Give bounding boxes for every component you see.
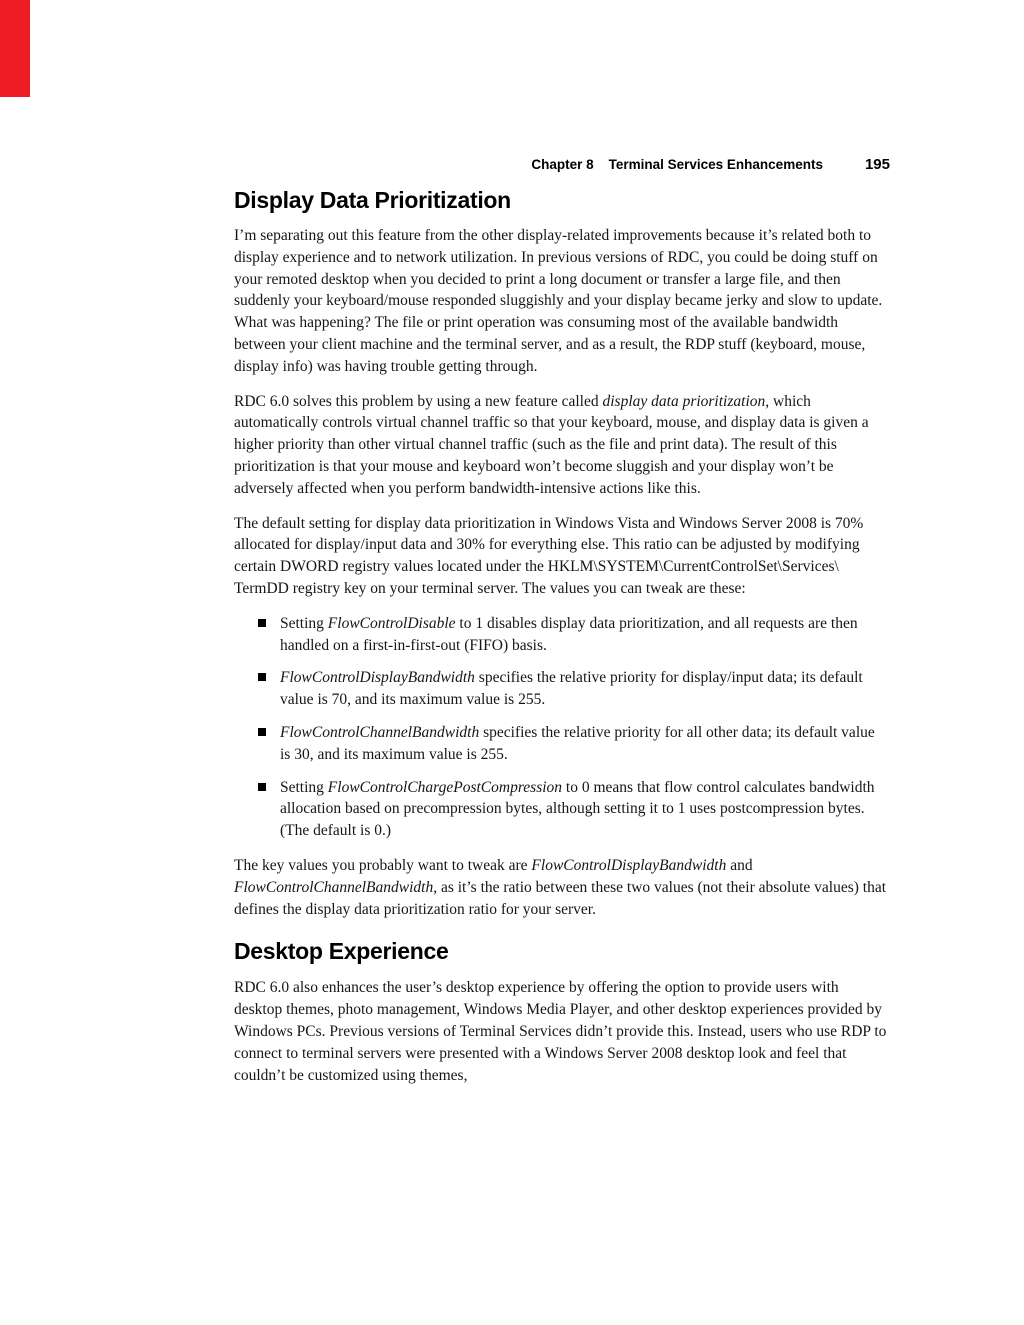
page-number: 195: [864, 156, 890, 173]
red-edge-marker: [0, 0, 30, 97]
square-bullet-icon: [258, 619, 266, 627]
square-bullet-icon: [258, 728, 266, 736]
list-item-flowcontrolchannelbandwidth: [234, 722, 888, 766]
paragraph-desktop-experience: RDC 6.0 also enhances the user’s desktop experience by offering the option to provide users with desktop themes, photo management, Windows Media Player, and other desktop experiences provided by Windows PCs. Previous versions of Terminal Services didn’t provide this. Instead, users who use RDP to connect to terminal servers were presented with a Windows Server 2008 desktop look and feel that couldn’t be customized using themes,: [234, 979, 887, 1084]
list-item-flowcontrolchargepostcompression: [234, 777, 888, 842]
paragraph-rdc-solution: RDC 6.0 solves this problem by using a new feature called display data prioritization, which automatically controls virtual channel traffic so that your keyboard, mouse, and display data is given a higher priority than other virtual channel traffic (such as the file and print data). The result of this prioritization is that your mouse and keyboard won’t become sluggish and your display won’t be adversely affected when you perform bandwidth-intensive actions like this.: [234, 392, 869, 497]
list-item-text: FlowControlChannelBandwidth specifies the relative priority for all other data; its default value is 30, and its maximum value is 255.: [280, 723, 875, 763]
running-header: [234, 156, 890, 173]
registry-values-list: [234, 613, 888, 842]
section-heading-desktop-experience: Desktop Experience: [234, 938, 449, 965]
page-content: [234, 186, 888, 1099]
square-bullet-icon: [258, 783, 266, 791]
list-item-text: Setting FlowControlChargePostCompression to 0 means that flow control calculates bandwidth allocation based on precompression bytes, although setting it to 1 uses postcompression bytes. (The default is 0.): [280, 778, 875, 840]
section-heading-display-data-prioritization: Display Data Prioritization: [234, 187, 511, 213]
paragraph-default-setting: The default setting for display data prioritization in Windows Vista and Windows Server 2008 is 70% allocated for display/input data and 30% for everything else. This ratio can be adjusted by modifying certain DWORD registry values located under the HKLM\​SYSTEM\​CurrentControlSet\​Services\​TermDD registry key on your terminal server. The values you can tweak are these:: [234, 514, 864, 597]
square-bullet-icon: [258, 673, 266, 681]
list-item-text: FlowControlDisplayBandwidth specifies the relative priority for display/input data; its default value is 70, and its maximum value is 255.: [280, 669, 863, 709]
list-item-text: Setting FlowControlDisable to 1 disables display data prioritization, and all requests are then handled on a first-in-first-out (FIFO) basis.: [280, 614, 858, 654]
chapter-title: Terminal Services Enhancements: [608, 157, 823, 172]
list-item-flowcontroldisable: [234, 613, 888, 657]
paragraph-key-values: The key values you probably want to tweak are FlowControlDisplayBandwidth and FlowControlChannelBandwidth, as it’s the ratio between these two values (not their absolute values) that defines the display data prioritization ratio for your server.: [234, 856, 887, 918]
chapter-label: Chapter 8: [531, 157, 594, 172]
paragraph-intro: I’m separating out this feature from the other display-related improvements because it’s related both to display experience and to network utilization. In previous versions of RDC, you could be doing stuff on your remoted desktop when you decided to print a long document or transfer a large file, and then suddenly your keyboard/mouse responded sluggishly and your display became jerky and slow to update. What was happening? The file or print operation was consuming most of the available bandwidth between your client machine and the terminal server, and as a result, the RDP stuff (keyboard, mouse, display info) was having trouble getting through.: [234, 227, 883, 375]
list-item-flowcontroldisplaybandwidth: [234, 667, 888, 711]
